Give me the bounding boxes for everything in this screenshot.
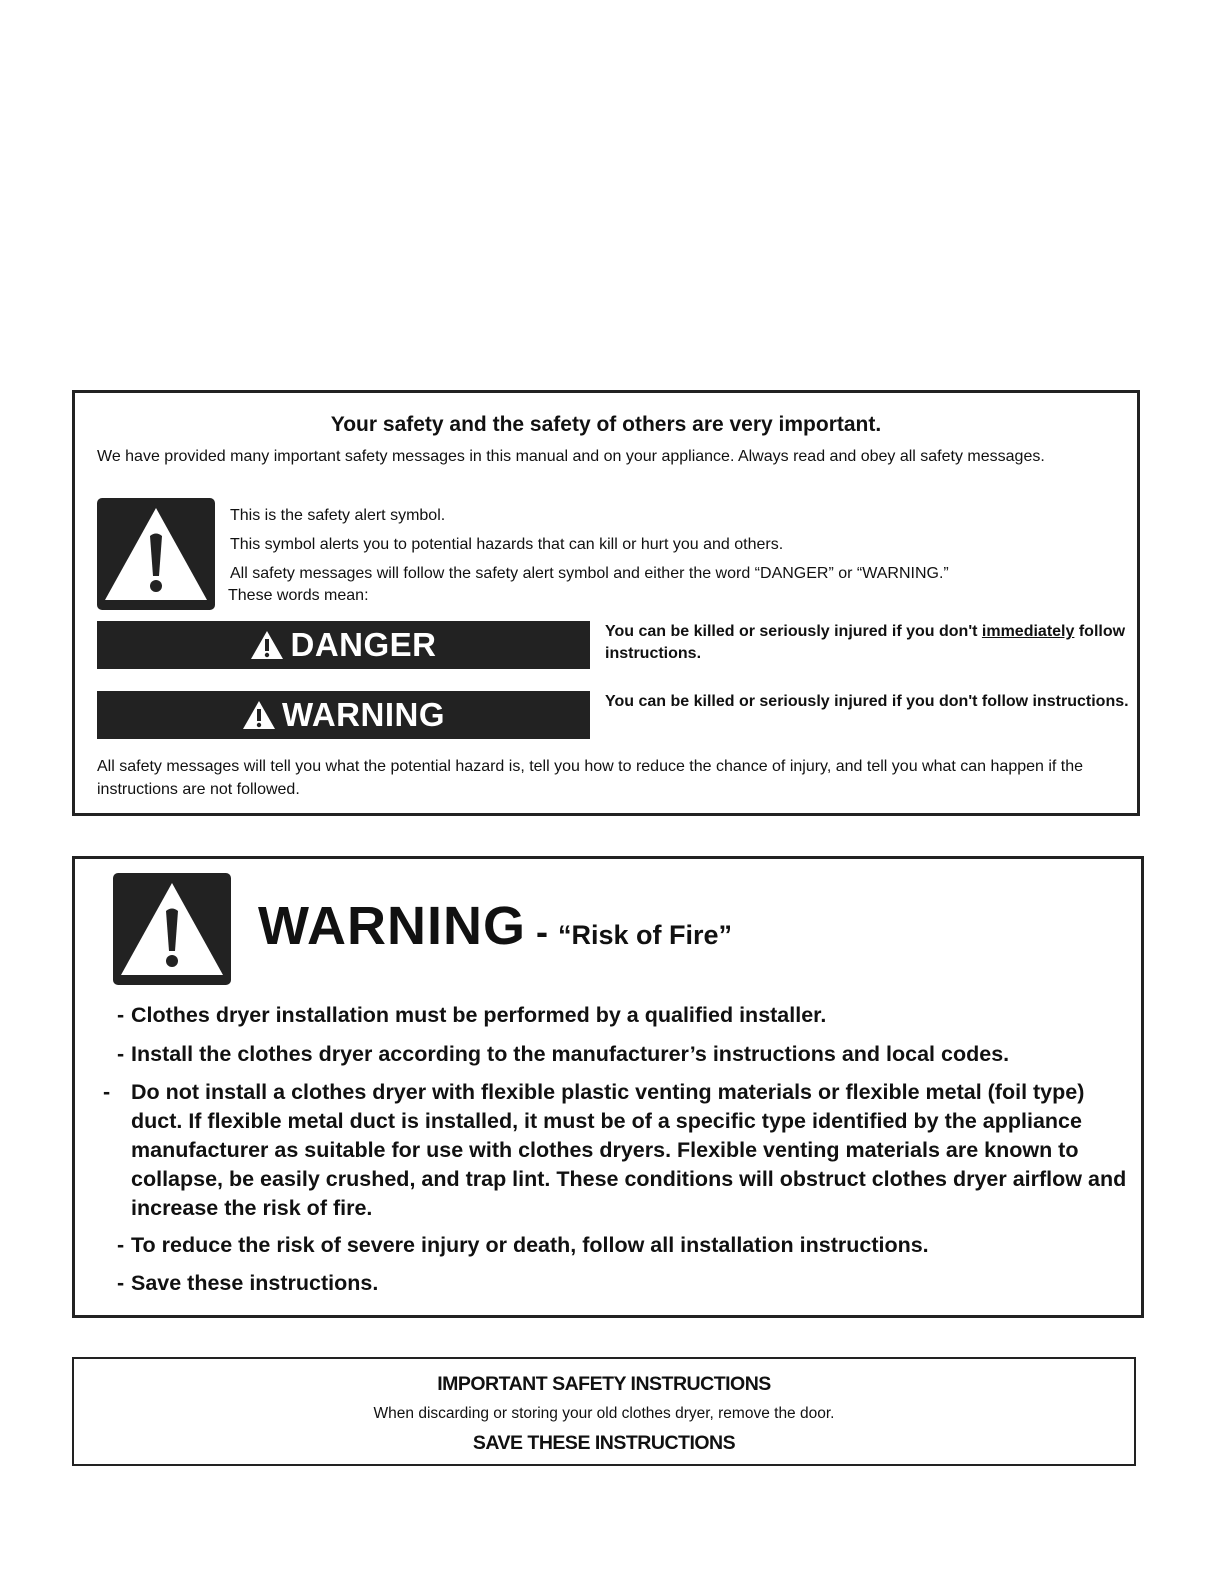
alert-line-4: These words mean: — [228, 587, 369, 604]
safety-notice-box — [72, 390, 1140, 816]
safety-intro: We have provided many important safety messages in this manual and on your appliance. Always read and obey all safety messages. — [97, 448, 1045, 465]
warning-alert-icon — [242, 700, 276, 730]
safety-title: Your safety and the safety of others are very important. — [330, 413, 882, 436]
danger-label: DANGER — [290, 626, 437, 663]
safety-alert-triangle-icon — [113, 873, 231, 985]
danger-band — [97, 621, 590, 669]
fire-warning-word: WARNING — [258, 896, 526, 956]
safety-alert-triangle-icon — [97, 498, 215, 610]
heading-dash: - — [535, 911, 548, 952]
alert-line-1: This is the safety alert symbol. — [230, 507, 446, 524]
fire-bullet-4: - To reduce the risk of severe injury or death, follow all installation instructions. — [117, 1233, 929, 1257]
fire-warning-heading — [258, 895, 732, 957]
fire-bullet-3: - Do not install a clothes dryer with flexible plastic venting materials or flexible metal (foil type) duct. If flexible metal duct is installed, it must be of a specific type identified by the appliance manufacturer as suitable for use with clothes dryers. Flexible venting materials are known to collapse, be easily crushed, and trap lint. These conditions will obstruct clothes dryer airflow and increase the risk of fire. — [103, 1080, 1127, 1220]
danger-description: You can be killed or seriously injured if you don't immediately follow instructions. — [605, 623, 1126, 662]
fire-bullet-5: - Save these instructions. — [117, 1271, 379, 1295]
fire-bullet-1: - Clothes dryer installation must be performed by a qualified installer. — [117, 1003, 827, 1027]
important-instructions-box — [72, 1357, 1136, 1466]
fire-warning-subheading: “Risk of Fire” — [557, 920, 733, 950]
danger-emphasis: immediately — [981, 623, 1075, 640]
save-instructions-footer: SAVE THESE INSTRUCTIONS — [472, 1432, 736, 1454]
danger-alert-icon — [250, 630, 284, 660]
fire-bullet-2: - Install the clothes dryer according to the manufacturer’s instructions and local codes. — [117, 1042, 1010, 1066]
warning-description: You can be killed or seriously injured if you don't follow instructions. — [605, 693, 1129, 710]
important-instructions-title: IMPORTANT SAFETY INSTRUCTIONS — [437, 1373, 771, 1395]
alert-line-3: All safety messages will follow the safety alert symbol and either the word “DANGER” or “WARNING.” — [230, 565, 949, 582]
alert-line-2: This symbol alerts you to potential hazards that can kill or hurt you and others. — [230, 536, 784, 553]
warning-label: WARNING — [282, 696, 445, 733]
warning-band — [97, 691, 590, 739]
safety-closing: All safety messages will tell you what the potential hazard is, tell you how to reduce the chance of injury, and tell you what can happen if the instructions are not followed. — [97, 758, 1084, 798]
fire-warning-box — [72, 856, 1144, 1318]
important-instructions-text: When discarding or storing your old clothes dryer, remove the door. — [373, 1405, 835, 1422]
